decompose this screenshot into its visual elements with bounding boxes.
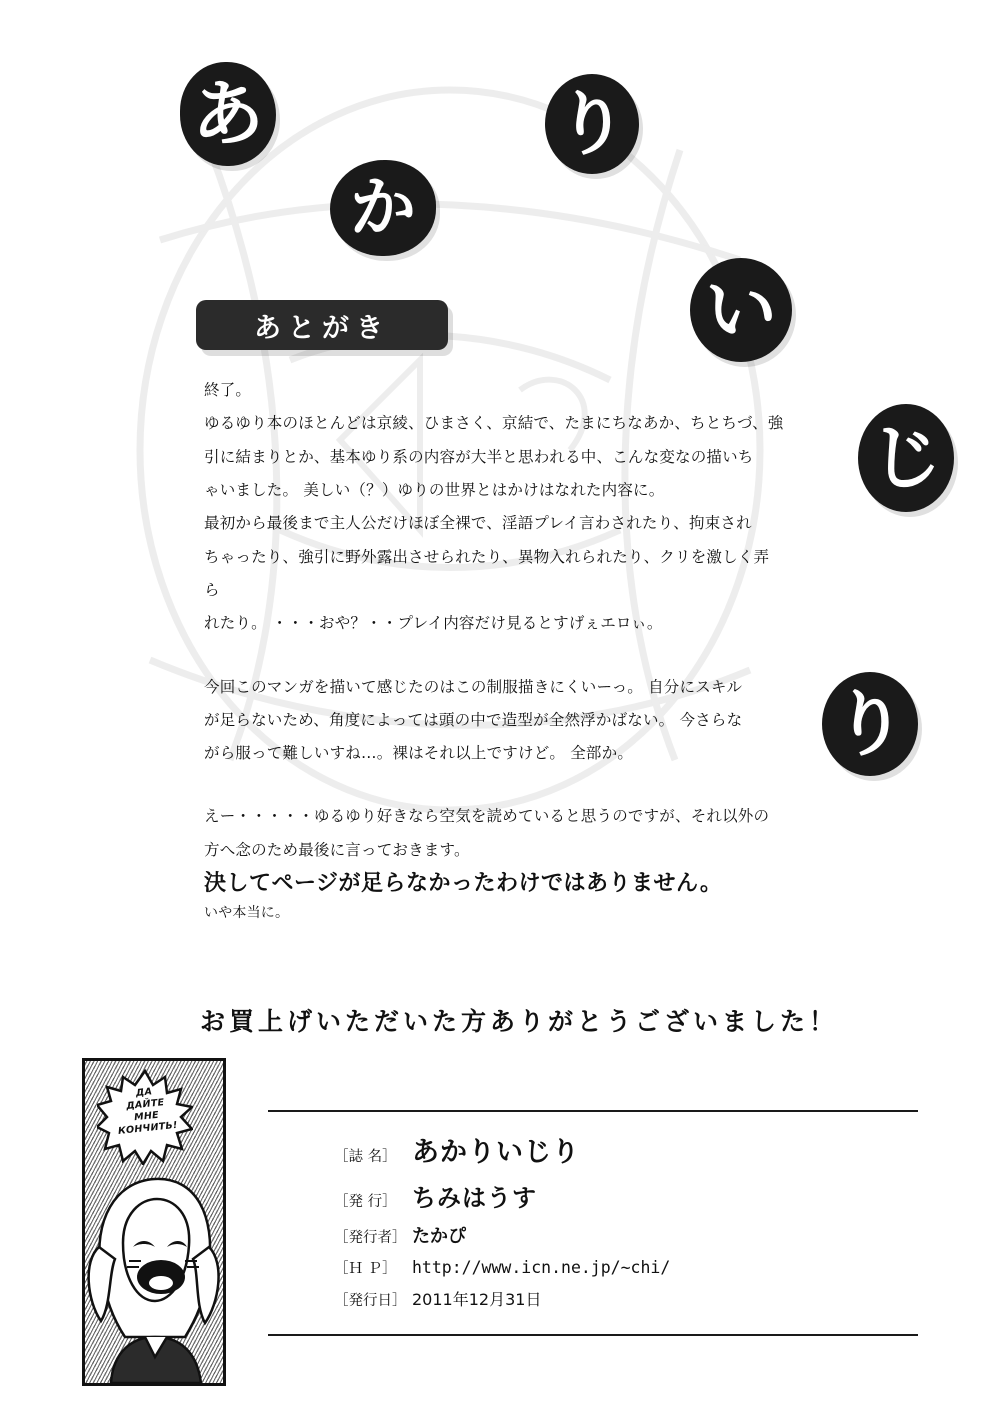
speech-line: КОНЧИТЬ!	[117, 1119, 179, 1137]
colophon-value: あかりいじり	[412, 1137, 580, 1168]
colophon-rule-bottom	[268, 1334, 918, 1336]
character-illustration	[85, 1151, 223, 1383]
colophon-row-publisher	[334, 1178, 934, 1213]
colophon-key: ［発 行］	[334, 1194, 397, 1210]
body-line: 方へ念のため最後に言っておきます。	[204, 840, 470, 859]
colophon-key: ［発行者］	[334, 1230, 407, 1246]
paragraph-gap	[204, 641, 784, 671]
colophon-value-url[interactable]: http://www.icn.ne.jp/~chi/	[412, 1258, 671, 1277]
colophon	[334, 1130, 934, 1319]
speech-line: ДА	[135, 1086, 153, 1099]
decor-kana-ka: か	[330, 160, 436, 256]
speech-line: ДАЙТЕ	[125, 1096, 165, 1112]
manga-panel	[82, 1058, 226, 1386]
colophon-value: たかぴ	[412, 1226, 466, 1247]
body-line: 最初から最後まで主人公だけほぼ全裸で、淫語プレイ言わされたり、拘束され	[204, 514, 752, 533]
decor-kana-a: あ	[180, 62, 276, 166]
afterword-body	[204, 374, 784, 927]
decor-kana-ri-2: り	[822, 672, 918, 776]
colophon-key: ［発行日］	[334, 1293, 407, 1309]
body-line: ゆるゆり本のほとんどは京綾、ひまさく、京結で、たまにちなあか、ちとちづ、強	[204, 414, 784, 433]
speech-line: МНЕ	[133, 1109, 160, 1123]
afterword-heading	[196, 300, 448, 350]
decor-kana-ri: り	[545, 74, 639, 174]
decor-kana-ji: じ	[858, 404, 954, 512]
colophon-key: ［Ｈ Ｐ］	[334, 1261, 397, 1277]
colophon-rule-top	[268, 1110, 918, 1112]
afterword-heading-label: あとがき	[254, 312, 390, 344]
body-line: ゃいました。 美しい（？）ゆりの世界とはかけはなれた内容に。	[204, 480, 665, 499]
body-line: れたり。 ・・・おや？・・プレイ内容だけ見るとすげぇエロぃ。	[204, 614, 663, 633]
paragraph-gap	[204, 770, 784, 800]
postscript-line: いや本当に。	[204, 905, 290, 922]
colophon-row-author	[334, 1222, 934, 1248]
colophon-value: ちみはうす	[412, 1184, 537, 1212]
body-line: 今回このマンガを描いて感じたのはこの制服描きにくいーっ。 自分にスキル	[204, 677, 743, 696]
speech-text	[109, 1083, 184, 1138]
body-line: 終了。	[204, 381, 252, 399]
body-line: がら服って難しいすね…。裸はそれ以上ですけど。 全部か。	[204, 744, 634, 763]
body-line: 引に結まりとか、基本ゆり系の内容が大半と思われる中、こんな変なの描いち	[204, 447, 754, 466]
colophon-key: ［誌 名］	[334, 1149, 397, 1165]
colophon-row-date	[334, 1287, 934, 1310]
colophon-row-title	[334, 1130, 934, 1169]
body-line: ちゃったり、強引に野外露出させられたり、異物入れられたり、クリを激しく弄ら	[204, 547, 770, 599]
thanks-line: お買上げいただいた方ありがとうございました！	[200, 1007, 839, 1036]
colophon-value: 2011年12月31日	[412, 1290, 542, 1309]
emphasis-line: 決してページが足らなかったわけではありません。	[204, 871, 723, 897]
body-line: が足らないため、角度によっては頭の中で造型が全然浮かばない。 今さらな	[204, 710, 743, 729]
decor-kana-i: い	[690, 258, 792, 362]
colophon-row-homepage	[334, 1257, 934, 1278]
body-line: えー・・・・・ゆるゆり好きなら空気を読めていると思うのですが、それ以外の	[204, 807, 770, 826]
